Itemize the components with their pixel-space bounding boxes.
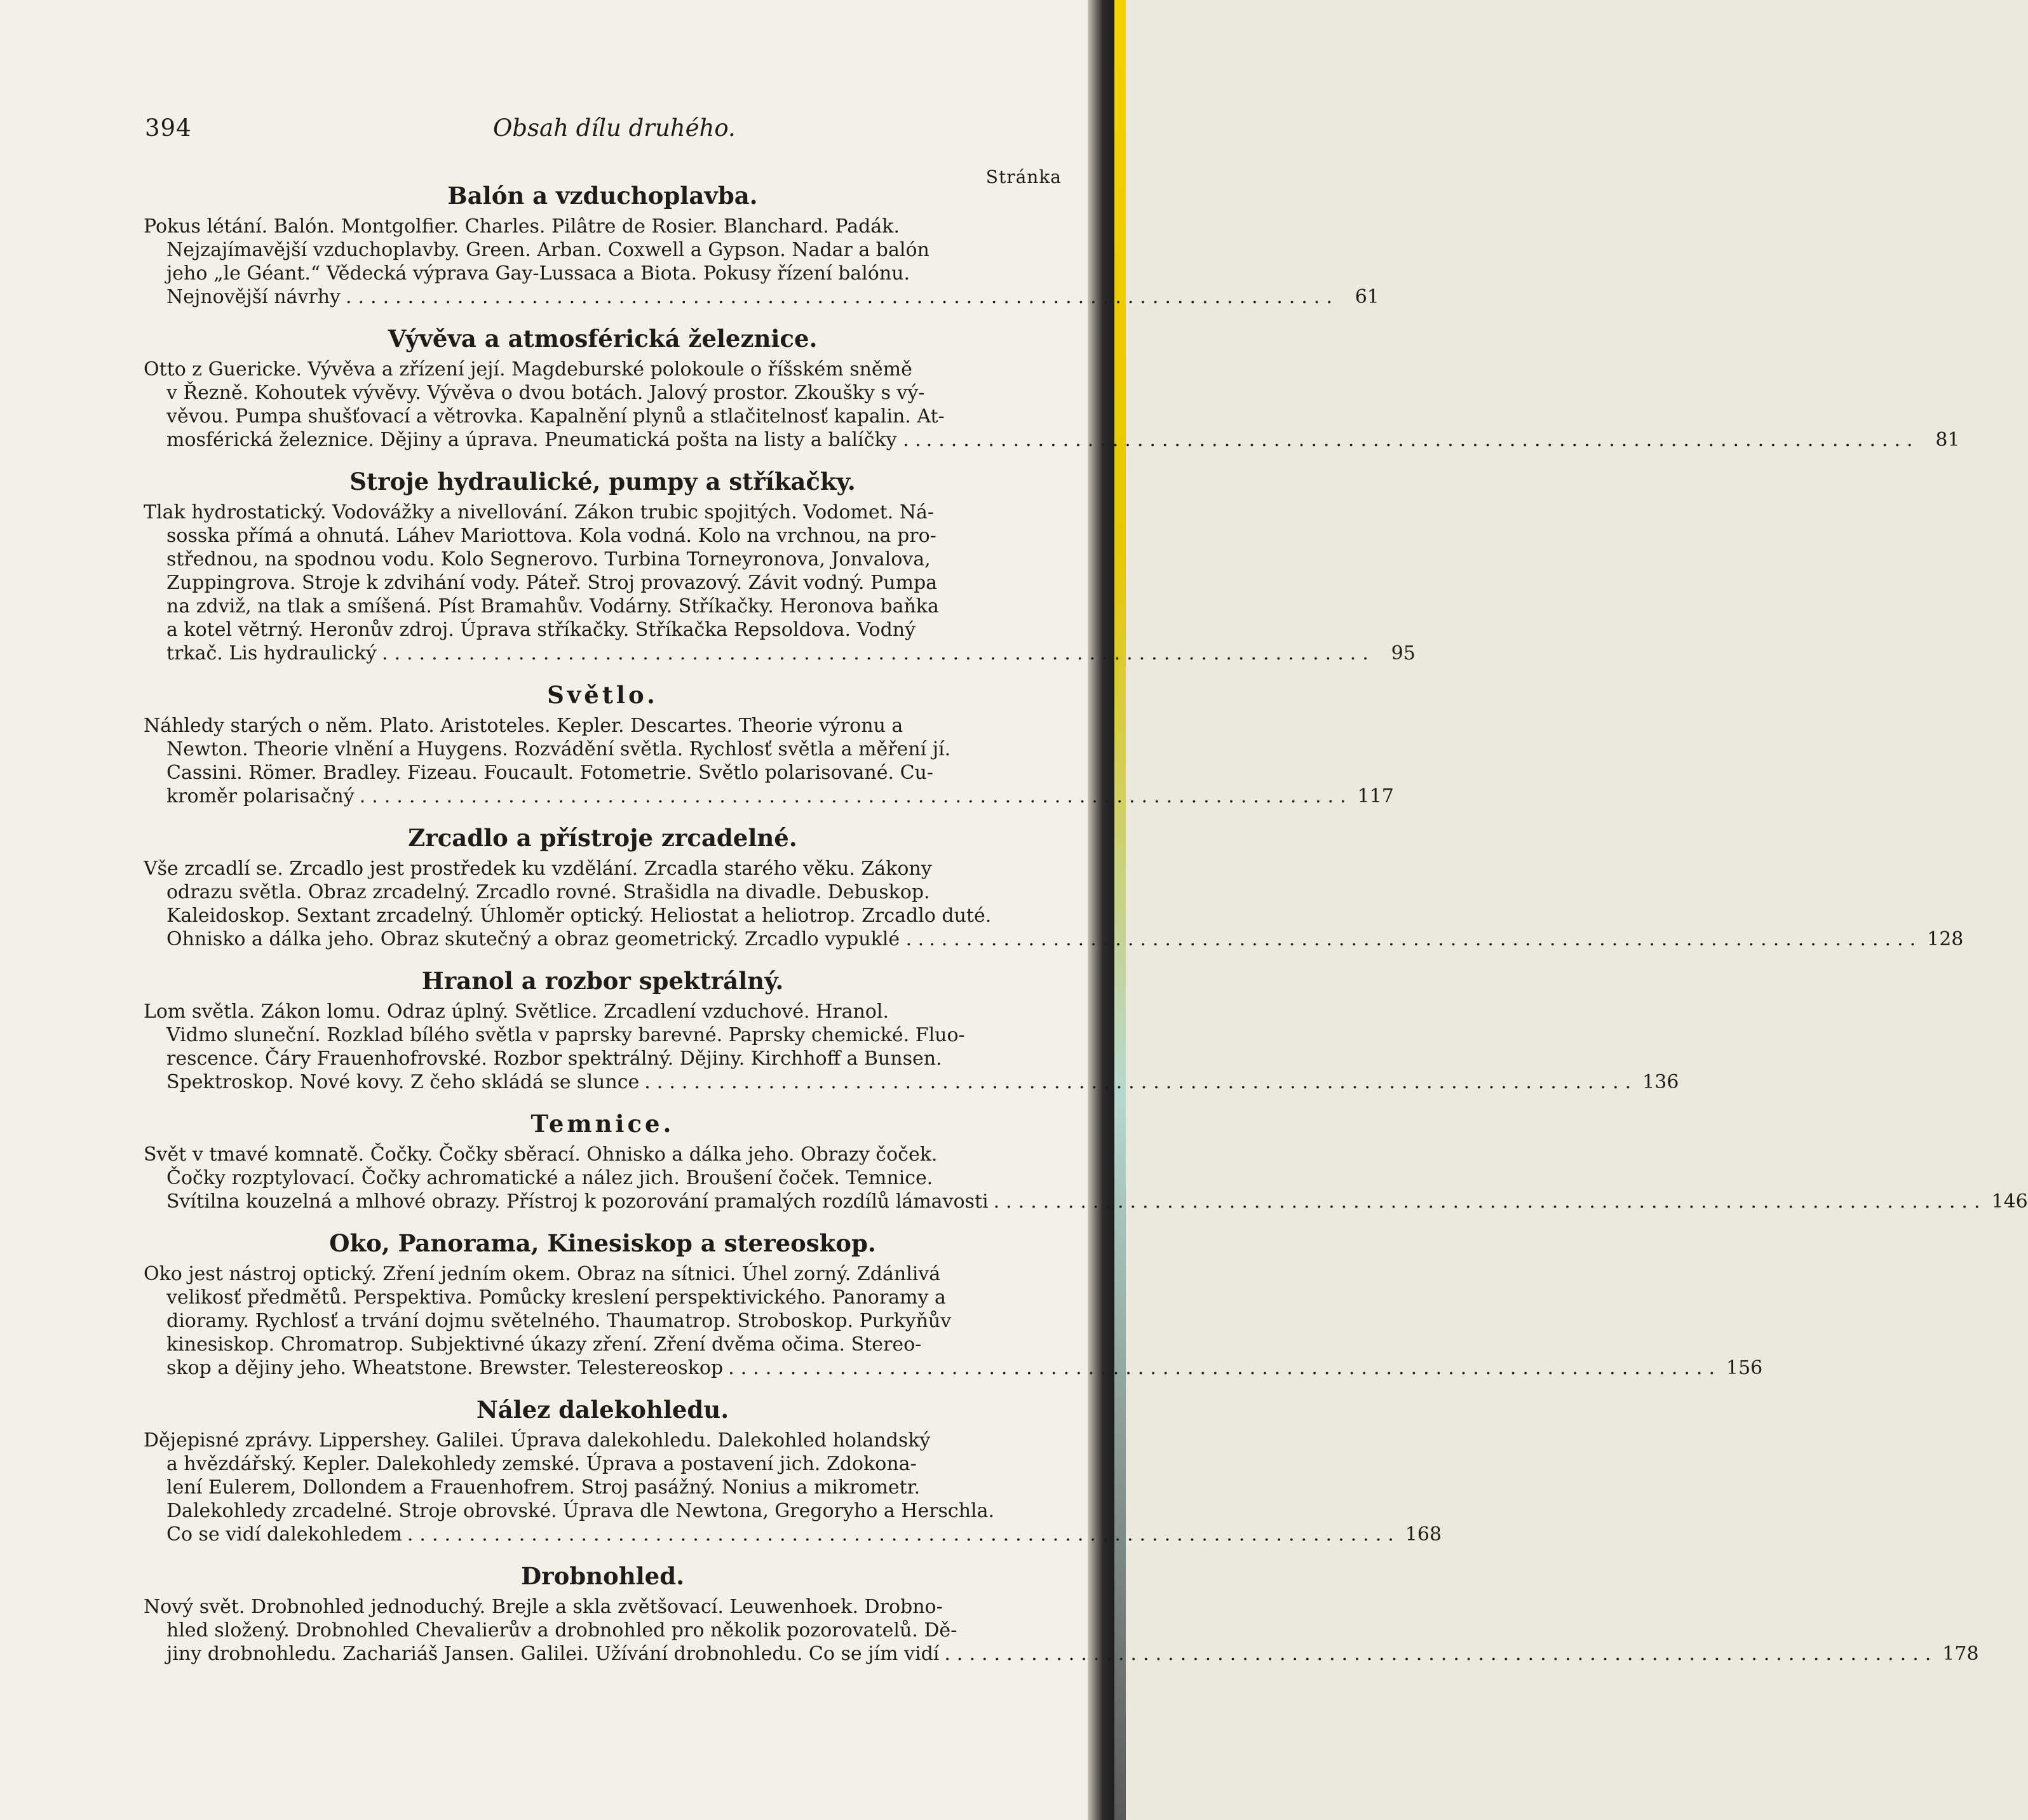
toc-entry-last-line	[144, 785, 1394, 808]
toc-section	[144, 964, 1679, 1094]
toc-entry-line	[144, 1452, 1062, 1476]
leader-dots: ................................................................................	[345, 286, 1339, 308]
entry-text: Pokus létání. Balón. Montgolfier. Charles. Pilâtre de Rosier. Blanchard. Padák.	[144, 215, 900, 238]
toc-entry-line	[144, 1309, 1062, 1333]
toc-entry-last-line	[144, 642, 1416, 665]
leader-dots: ................................................................................	[929, 928, 1923, 950]
toc-entry-last-line	[144, 1070, 1679, 1094]
page-reference: 128	[1927, 928, 1964, 950]
entry-text: v Řezně. Kohoutek vývěvy. Vývěva o dvou botách. Jalový prostor. Zkoušky s vý-	[166, 382, 925, 404]
page-content	[144, 108, 2028, 1665]
toc-entry-line	[144, 501, 1062, 524]
column-label: Stránka	[985, 166, 1062, 187]
toc-entry-line	[144, 595, 1062, 618]
entry-text: jiny drobnohledu. Zachariáš Jansen. Galilei. Užívání drobnohledu. Co se jím vidí	[166, 1643, 940, 1665]
entry-text: Otto z Guericke. Vývěva a zřízení její. Magdeburské polokoule o říšském sněmě	[144, 358, 912, 381]
entry-text: Ohnisko a dálka jeho. Obraz skutečný a obraz geometrický. Zrcadlo vypuklé . .	[166, 928, 924, 950]
toc-entry-line	[144, 618, 1062, 642]
entry-text: rescence. Čáry Frauenhofrovské. Rozbor spektrálný. Dějiny. Kirchhoff a Bunsen.	[166, 1048, 942, 1070]
entry-text: Lom světla. Zákon lomu. Odraz úplný. Světlice. Zrcadlení vzduchové. Hranol.	[144, 1001, 889, 1023]
toc-section	[144, 1107, 2028, 1213]
entry-text: Čočky rozptylovací. Čočky achromatické a nález jich. Broušení čoček. Temnice.	[166, 1167, 933, 1189]
toc-entry-last-line	[144, 1356, 1763, 1380]
section-title: Hranol a rozbor spektrálný.	[421, 967, 784, 995]
entry-text: Co se vidí dalekohledem	[166, 1523, 402, 1546]
toc-entry-last-line	[144, 285, 1379, 309]
section-title: Drobnohled.	[521, 1562, 684, 1590]
toc-entry-line	[144, 1286, 1062, 1309]
entry-text: Zuppingrova. Stroje k zdvihání vody. Páteř. Stroj provazový. Závit vodný. Pumpa	[166, 572, 938, 594]
entry-text: Nejnovější návrhy	[166, 286, 341, 308]
leader-dots: ................................................................................	[381, 642, 1375, 664]
entry-text: hled složený. Drobnohled Chevalierův a drobnohled pro několik pozorovatelů. Dě-	[166, 1619, 957, 1641]
toc-entry-line	[144, 381, 1062, 405]
section-title: Nález dalekohledu.	[476, 1396, 729, 1424]
toc-section	[144, 322, 1960, 452]
toc-entry-last-line	[144, 1523, 1442, 1546]
toc-entry-line	[144, 358, 1062, 381]
running-title: Obsah dílu druhého.	[493, 114, 736, 142]
page-reference: 136	[1642, 1071, 1679, 1093]
leader-dots: ................................................................................	[944, 1643, 1938, 1665]
entry-text: Náhledy starých o něm. Plato. Aristoteles. Kepler. Descartes. Theorie výronu a	[144, 715, 903, 737]
toc-entry-line	[144, 1499, 1062, 1523]
toc-entry-line	[144, 1333, 1062, 1356]
leader-dots: ................................................................................	[728, 1357, 1721, 1379]
toc-entry-line	[144, 761, 1062, 785]
page-reference: 61	[1355, 286, 1379, 308]
page-reference: 117	[1357, 785, 1394, 807]
toc-entry-line	[144, 738, 1062, 761]
toc-entry-line	[144, 405, 1062, 428]
entry-text: a kotel větrný. Heronův zdroj. Úprava stříkačky. Stříkačka Repsoldova. Vodný	[166, 619, 916, 641]
toc-section	[144, 1560, 1979, 1666]
section-title: Balón a vzduchoplavba.	[447, 182, 758, 210]
toc-section	[144, 179, 1379, 309]
entry-text: Vše zrcadlí se. Zrcadlo jest prostředek ku vzdělání. Zrcadla starého věku. Zákony	[144, 858, 932, 880]
toc-entry-line	[144, 1143, 1062, 1166]
entry-text: Nový svět. Drobnohled jednoduchý. Brejle a skla zvětšovací. Leuwenhoek. Drobno-	[144, 1596, 943, 1618]
toc-entry-line	[144, 1429, 1062, 1452]
entry-text: sosska přímá a ohnutá. Láhev Mariottova. Kola vodná. Kolo na vrchnou, na pro-	[166, 525, 936, 547]
entry-text: na zdviž, na tlak a smíšená. Píst Bramahův. Vodárny. Stříkačky. Heronova baňka	[166, 595, 939, 617]
entry-text: věvou. Pumpa shušťovací a větrovka. Kapalnění plynů a stlačitelnosť kapalin. At-	[166, 405, 945, 428]
entry-text: odrazu světla. Obraz zrcadelný. Zrcadlo rovné. Strašidla na divadle. Debuskop.	[166, 881, 930, 903]
toc-section	[144, 821, 1964, 951]
leader-dots: ................................................................................	[926, 429, 1919, 451]
entry-text: Dějepisné zprávy. Lippershey. Galilei. Úprava dalekohledu. Dalekohled holandský	[144, 1429, 931, 1452]
section-title: Oko, Panorama, Kinesiskop a stereoskop.	[329, 1229, 876, 1257]
page-reference: 146	[1991, 1190, 2028, 1213]
toc-entry-line	[144, 1619, 1062, 1642]
toc-entry-last-line	[144, 1190, 2028, 1213]
section-title: Vývěva a atmosférická železnice.	[388, 325, 818, 353]
entry-text: kinesiskop. Chromatrop. Subjektivné úkazy zření. Zření dvěma očima. Stereo-	[166, 1333, 922, 1356]
entry-text: střednou, na spodnou vodu. Kolo Segnerovo. Turbina Torneyronova, Jonvalova,	[166, 548, 931, 570]
section-title: Stroje hydraulické, pumpy a stříkačky.	[349, 468, 856, 495]
toc-entry-line	[144, 548, 1062, 571]
toc-section	[144, 1393, 1442, 1546]
page-number: 394	[145, 114, 192, 142]
entry-text: jeho „le Géant.“ Vědecká výprava Gay-Lussaca a Biota. Pokusy řízení balónu.	[166, 262, 910, 285]
toc-section	[144, 1227, 1763, 1380]
leader-dots: ................................................................................	[644, 1071, 1638, 1093]
entry-text: Newton. Theorie vlnění a Huygens. Rozvádění světla. Rychlosť světla a měření jí.	[166, 738, 951, 760]
entry-text: Cassini. Römer. Bradley. Fizeau. Foucault. Fotometrie. Světlo polarisované. Cu-	[166, 762, 933, 784]
entry-text: Svítilna kouzelná a mlhové obrazy. Přístroj k pozorování pramalých rozdílů lámavosti	[166, 1190, 989, 1213]
page-reference: 81	[1935, 429, 1960, 451]
entry-text: trkač. Lis hydraulický	[166, 642, 377, 664]
entry-text: lení Eulerem, Dollondem a Frauenhofrem. Stroj pasážný. Nonius a mikrometr.	[166, 1476, 921, 1499]
entry-text: Svět v tmavé komnatě. Čočky. Čočky sběrací. Ohnisko a dálka jeho. Obrazy čoček.	[144, 1143, 938, 1166]
toc-entry-line	[144, 1023, 1062, 1047]
toc-entry-last-line	[144, 428, 1960, 452]
page-reference: 168	[1405, 1523, 1442, 1546]
toc-entry-line	[144, 1595, 1062, 1619]
toc-entry-line	[144, 1476, 1062, 1499]
page-reference: 178	[1942, 1643, 1979, 1665]
leader-dots: ................................................................................	[359, 785, 1353, 807]
section-title: Zrcadlo a přístroje zrcadelné.	[408, 824, 797, 852]
toc-entry-line	[144, 1000, 1062, 1023]
section-title: Světlo.	[547, 681, 658, 709]
entry-text: skop a dějiny jeho. Wheatstone. Brewster. Telestereoskop	[166, 1357, 724, 1379]
entry-text: dioramy. Rychlosť a trvání dojmu světelného. Thaumatrop. Stroboskop. Purkyňův	[166, 1310, 952, 1332]
entry-text: a hvězdářský. Kepler. Dalekohledy zemské. Úprava a postavení jich. Zdokona-	[166, 1453, 917, 1475]
toc-entry-line	[144, 880, 1062, 904]
entry-text: Kaleidoskop. Sextant zrcadelný. Úhloměr optický. Heliostat a heliotrop. Zrcadlo duté.	[166, 905, 992, 927]
entry-text: Tlak hydrostatický. Vodovážky a nivellování. Zákon trubic spojitých. Vodomet. Ná-	[144, 501, 935, 523]
page-reference: 156	[1726, 1357, 1763, 1379]
toc-entry-line	[144, 1047, 1062, 1070]
entry-text: Oko jest nástroj optický. Zření jedním okem. Obraz na sítnici. Úhel zorný. Zdánlivá	[144, 1263, 941, 1285]
table-of-contents	[144, 179, 2028, 1679]
entry-text: Spektroskop. Nové kovy. Z čeho skládá se slunce	[166, 1071, 640, 1093]
page-reference: 95	[1391, 642, 1416, 664]
entry-text: Vidmo sluneční. Rozklad bílého světla v paprsky barevné. Paprsky chemické. Fluo-	[166, 1024, 965, 1046]
toc-section	[144, 678, 1394, 808]
toc-entry-line	[144, 524, 1062, 548]
toc-section	[144, 465, 1416, 665]
toc-entry-line	[144, 238, 1062, 262]
toc-entry-line	[144, 1262, 1062, 1286]
toc-entry-line	[144, 714, 1062, 738]
scanner-edge-strip	[1114, 0, 1126, 1820]
leader-dots: ................................................................................	[993, 1190, 1987, 1213]
entry-text: velikosť předmětů. Perspektiva. Pomůcky kreslení perspektivického. Panoramy a	[166, 1286, 946, 1309]
toc-entry-line	[144, 571, 1062, 595]
toc-entry-last-line	[144, 1642, 1979, 1666]
entry-text: kroměr polarisačný	[166, 785, 355, 807]
leader-dots: ................................................................................	[407, 1523, 1400, 1546]
toc-entry-line	[144, 262, 1062, 285]
toc-entry-line	[144, 904, 1062, 927]
entry-text: mosférická železnice. Dějiny a úprava. Pneumatická pošta na listy a balíčky . .	[166, 429, 921, 451]
toc-entry-last-line	[144, 927, 1964, 951]
toc-entry-line	[144, 857, 1062, 880]
section-title: Temnice.	[531, 1110, 675, 1138]
toc-entry-line	[144, 1166, 1062, 1190]
entry-text: Nejzajímavější vzduchoplavby. Green. Arban. Coxwell a Gypson. Nadar a balón	[166, 239, 930, 261]
toc-entry-line	[144, 215, 1062, 238]
entry-text: Dalekohledy zrcadelné. Stroje obrovské. Úprava dle Newtona, Gregoryho a Herschla.	[166, 1500, 995, 1522]
page-header	[144, 108, 1062, 187]
